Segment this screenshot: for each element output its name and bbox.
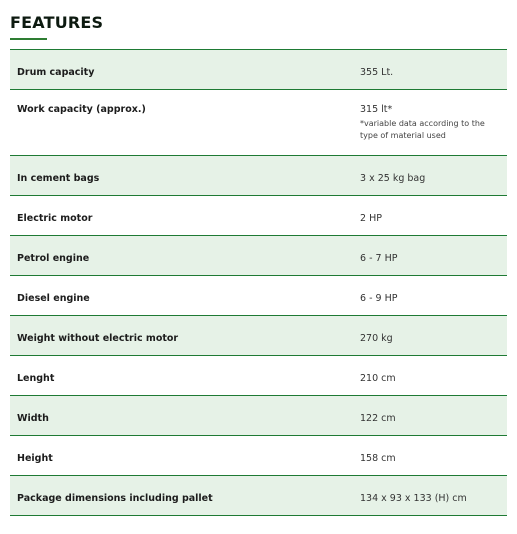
title-underline [10,38,47,40]
features-table [10,49,507,516]
table-row [10,396,507,436]
table-row [10,156,507,196]
row-label: Height [17,453,53,464]
table-row [10,276,507,316]
row-value-cell [352,90,507,155]
table-row [10,236,507,276]
row-label: Drum capacity [17,67,95,78]
row-value: 270 kg [360,333,393,344]
row-label: Lenght [17,373,55,384]
row-value: 2 HP [360,213,382,224]
table-row [10,316,507,356]
row-label: Weight without electric motor [17,333,179,344]
row-label: Package dimensions including pallet [17,493,213,504]
table-row [10,90,507,156]
row-label: Diesel engine [17,293,90,304]
table-row [10,436,507,476]
row-label: Electric motor [17,213,93,224]
table-row [10,356,507,396]
table-row [10,196,507,236]
row-value: 158 cm [360,453,396,464]
row-label: In cement bags [17,173,100,184]
row-note: *variable data according to the type of material used [360,119,485,140]
table-row [10,476,507,516]
row-value: 3 x 25 kg bag [360,173,426,184]
table-row [10,50,507,90]
row-value: 6 - 7 HP [360,253,398,264]
row-value: 355 Lt. [360,67,394,78]
row-value: 315 lt* [360,104,393,115]
row-value: 122 cm [360,413,396,424]
row-value: 134 x 93 x 133 (H) cm [360,493,467,504]
row-value: 210 cm [360,373,396,384]
row-label: Width [17,413,49,424]
row-label: Petrol engine [17,253,90,264]
page-title: FEATURES [10,13,104,32]
row-label: Work capacity (approx.) [17,104,146,115]
row-value: 6 - 9 HP [360,293,398,304]
